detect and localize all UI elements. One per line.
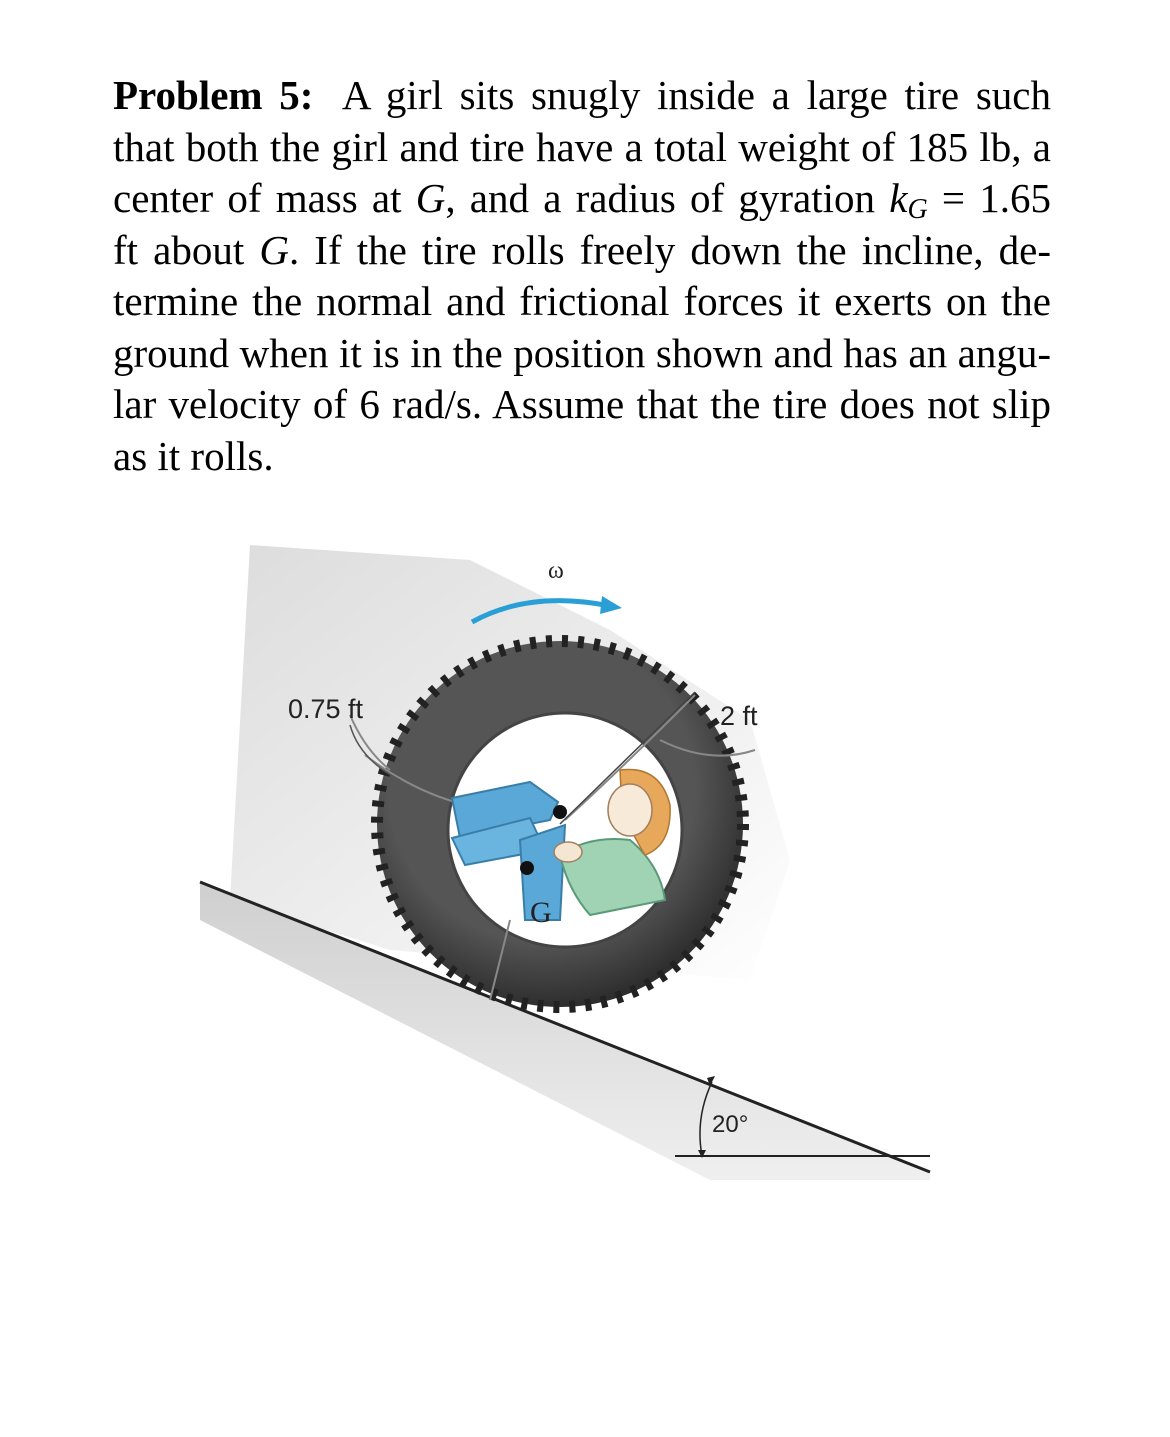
problem-statement [113, 70, 1051, 482]
tire-incline-figure [190, 520, 950, 1180]
problem-line-8: as it rolls. [113, 432, 274, 479]
problem-line-4: ft about G. If the tire rolls freely down the incline, de- [113, 226, 1051, 273]
girl-arm [554, 842, 582, 862]
center-label: G [530, 896, 552, 929]
angle-label: 20° [712, 1111, 749, 1138]
problem-label: Problem 5: [113, 72, 314, 118]
girl-face [608, 784, 652, 836]
omega-label: ω [548, 558, 564, 584]
omega-arrowhead [600, 596, 622, 614]
problem-line-2: that both the girl and tire have a total weight of 185 lb, a [113, 123, 1051, 170]
problem-line-7: lar velocity of 6 rad/s. Assume that the tire does not slip [113, 381, 1051, 427]
radius-label: 2 ft [720, 701, 758, 731]
point-a [553, 805, 567, 819]
point-g [520, 861, 534, 875]
offset-label: 0.75 ft [288, 694, 364, 724]
figure-svg [190, 520, 950, 1180]
problem-line-1: Problem 5: A girl sits snugly inside a large tire such [113, 72, 1051, 118]
problem-line-5: termine the normal and frictional forces it exerts on the [113, 278, 1051, 324]
problem-line-3: center of mass at G, and a radius of gyration $k_G = 1.65$ [113, 175, 1051, 225]
problem-line-6: ground when it is in the position shown and has an angu- [113, 329, 1051, 376]
